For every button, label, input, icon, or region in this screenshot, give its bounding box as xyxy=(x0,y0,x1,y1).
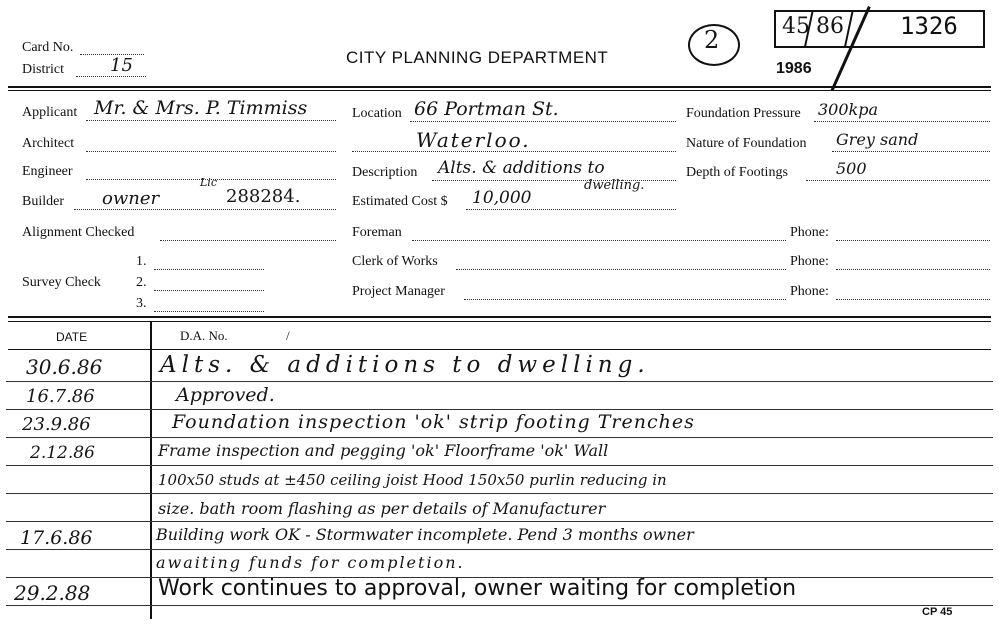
log-date: 16.7.86 xyxy=(26,386,95,407)
builder-number: 288284. xyxy=(226,186,301,207)
log-text: Approved. xyxy=(176,384,275,406)
survey-2-line xyxy=(154,290,264,291)
phone-label-3: Phone: xyxy=(790,284,829,299)
engineer-label: Engineer xyxy=(22,164,73,179)
log-rule xyxy=(6,549,993,550)
builder-label: Builder xyxy=(22,194,64,209)
log-text: size. bath room flashing as per details of Manufacturer xyxy=(158,499,606,518)
log-header-rule xyxy=(8,349,991,350)
log-rule xyxy=(6,521,993,522)
description-value: Alts. & additions to xyxy=(438,158,605,178)
form-code: CP 45 xyxy=(922,606,953,618)
district-label: District xyxy=(22,62,64,77)
log-text: Frame inspection and pegging 'ok' Floorframe 'ok' Wall xyxy=(158,441,609,460)
depth-label: Depth of Footings xyxy=(686,165,788,180)
log-text: Foundation inspection 'ok' strip footing Trenches xyxy=(172,411,695,433)
nature-value: Grey sand xyxy=(836,130,919,149)
date-header: DATE xyxy=(56,330,88,344)
circled-number: 2 xyxy=(704,26,720,54)
clerk-label: Clerk of Works xyxy=(352,254,438,269)
log-rule xyxy=(6,409,993,410)
phone-line-2 xyxy=(836,269,990,270)
log-rule xyxy=(6,605,993,606)
architect-label: Architect xyxy=(22,136,75,151)
alignment-label: Alignment Checked xyxy=(22,225,135,240)
builder-value: owner xyxy=(102,188,160,209)
applicant-line xyxy=(86,120,336,121)
log-rule xyxy=(6,437,993,438)
header-rule-top xyxy=(8,86,991,88)
ref-part2: 86 xyxy=(816,14,844,39)
survey-label: Survey Check xyxy=(22,275,101,290)
estimated-cost-value: 10,000 xyxy=(472,188,532,208)
ref-part1: 45 xyxy=(782,14,810,39)
description-label: Description xyxy=(352,165,418,180)
survey-2: 2. xyxy=(136,275,147,290)
pm-label: Project Manager xyxy=(352,284,445,299)
location-value-2: Waterloo. xyxy=(416,128,531,152)
alignment-line xyxy=(160,240,336,241)
phone-label-1: Phone: xyxy=(790,225,829,240)
da-header: D.A. No. xyxy=(180,328,228,343)
log-rule-top-2 xyxy=(8,321,991,322)
log-date: 30.6.86 xyxy=(26,355,103,379)
log-date: 23.9.86 xyxy=(22,414,91,435)
log-column-divider xyxy=(150,321,152,619)
log-rule xyxy=(6,493,993,494)
estimated-cost-line xyxy=(466,209,676,210)
log-rule-top xyxy=(8,316,991,318)
log-text: Alts. & additions to dwelling. xyxy=(160,352,650,378)
survey-3: 3. xyxy=(136,296,147,311)
foundation-pressure-line xyxy=(814,121,990,122)
district-value: 15 xyxy=(110,55,133,76)
pm-line xyxy=(464,299,786,300)
nature-line xyxy=(832,151,990,152)
builder-lic: Lic xyxy=(200,176,217,189)
survey-3-line xyxy=(154,311,264,312)
foundation-pressure-value: 300kpa xyxy=(818,100,879,119)
location-value: 66 Portman St. xyxy=(414,98,559,120)
log-text: Building work OK - Stormwater incomplete. Pend 3 months owner xyxy=(156,525,694,544)
log-date: 2.12.86 xyxy=(30,443,95,463)
log-text: Work continues to approval, owner waiting for completion xyxy=(158,576,797,601)
foreman-label: Foreman xyxy=(352,225,402,240)
log-date: 29.2.88 xyxy=(14,581,91,605)
phone-label-2: Phone: xyxy=(790,254,829,269)
description-value-2: dwelling. xyxy=(584,178,645,193)
architect-line xyxy=(86,151,336,152)
page-title: CITY PLANNING DEPARTMENT xyxy=(346,48,609,67)
log-rule xyxy=(6,381,993,382)
applicant-label: Applicant xyxy=(22,105,78,120)
nature-label: Nature of Foundation xyxy=(686,136,807,151)
depth-value: 500 xyxy=(836,159,867,178)
builder-line xyxy=(74,209,336,210)
log-text: awaiting funds for completion. xyxy=(156,553,465,572)
survey-1: 1. xyxy=(136,254,147,269)
foreman-line xyxy=(412,240,786,241)
phone-line-3 xyxy=(836,299,990,300)
year: 1986 xyxy=(776,60,812,77)
ref-number: 1326 xyxy=(900,12,958,40)
card-no-label: Card No. xyxy=(22,40,74,55)
location-label: Location xyxy=(352,106,402,121)
clerk-line xyxy=(456,269,786,270)
estimated-cost-label: Estimated Cost $ xyxy=(352,194,448,209)
applicant-value: Mr. & Mrs. P. Timmiss xyxy=(94,97,308,119)
foundation-pressure-label: Foundation Pressure xyxy=(686,106,801,121)
depth-line xyxy=(806,180,990,181)
da-value: / xyxy=(286,328,290,343)
location-line xyxy=(410,121,676,122)
log-date: 17.6.86 xyxy=(20,527,93,549)
log-text: 100x50 studs at ±450 ceiling joist Hood 150x50 purlin reducing in xyxy=(158,471,667,489)
district-line xyxy=(76,76,146,77)
log-rule xyxy=(6,465,993,466)
phone-line-1 xyxy=(836,240,990,241)
header-rule-bottom xyxy=(8,90,991,91)
survey-1-line xyxy=(154,269,264,270)
